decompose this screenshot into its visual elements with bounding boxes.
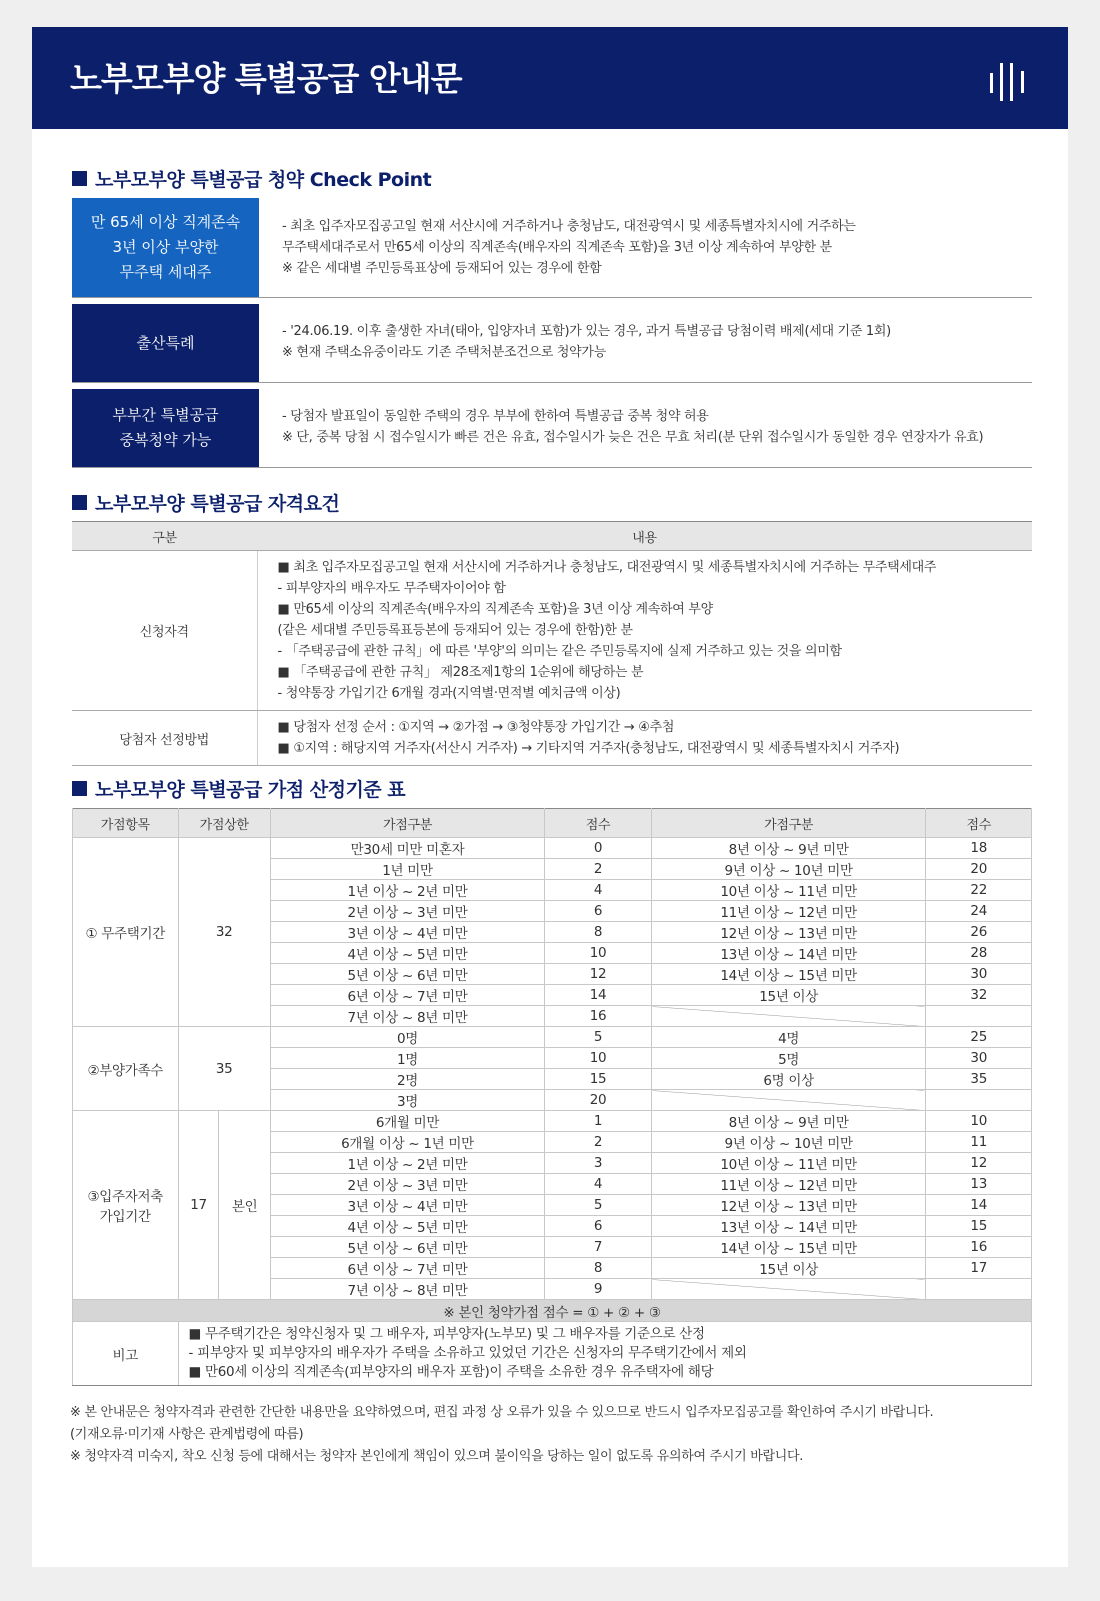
score-value: 17 (926, 1258, 1032, 1279)
checkpoint-label: 부부간 특별공급 중복청약 가능 (72, 389, 259, 467)
score-criterion: 1년 이상 ~ 2년 미만 (270, 880, 545, 901)
score-value: 11 (926, 1132, 1032, 1153)
score-formula: ※ 본인 청약가점 점수 = ① + ② + ③ (73, 1300, 1032, 1322)
footer-notes: ※ 본 안내문은 청약자격과 관련한 간단한 내용만을 요약하였으며, 편집 과정 상 오류가 있을 수 있으므로 반드시 입주자모집공고를 확인하여 주시기 바랍니다. (기재오류·미기재 사항은 관계법령에 따름) ※ 청약자격 미숙지, 착오 신청 등에 대해서는 청약자 본인에게 책임이 있으며 불이익을 당하는 일이 없도록 유의하여 주시기 바랍니다. (70, 1405, 934, 1464)
score-value: 10 (545, 943, 652, 964)
score-criterion: 6명 이상 (651, 1069, 926, 1090)
score-value: 30 (926, 964, 1032, 985)
document-page (32, 27, 1068, 1567)
header-bar (32, 27, 1068, 129)
score-criterion: 6년 이상 ~ 7년 미만 (270, 1258, 545, 1279)
row-label: 당첨자 선정방법 (72, 711, 257, 766)
points-table (72, 808, 1032, 1386)
score-value: 25 (926, 1027, 1032, 1048)
score-criterion: 8년 이상 ~ 9년 미만 (651, 1111, 926, 1132)
table-row (72, 551, 1032, 711)
score-value: 18 (926, 838, 1032, 859)
score-value: 5 (545, 1027, 652, 1048)
checkpoint-text: - 최초 입주자모집공고일 현재 서산시에 거주하거나 충청남도, 대전광역시 및 세종특별자치시에 거주하는 무주택세대주로서 만65세 이상의 직계존속(배우자의 직계존속 포함)을 3년 이상 계속하여 부양한 분 ※ 같은 세대별 주민등록표상에 등재되어 있는 경우에 한함 (282, 219, 856, 276)
empty-cell (926, 1090, 1032, 1111)
checkpoint-row (72, 198, 1032, 298)
score-value: 35 (926, 1069, 1032, 1090)
score-value: 16 (545, 1006, 652, 1027)
score-criterion: 12년 이상 ~ 13년 미만 (651, 1195, 926, 1216)
score-criterion: 1년 미만 (270, 859, 545, 880)
table-row (73, 838, 1032, 859)
row-content: ■ 최초 입주자모집공고일 현재 서산시에 거주하거나 충청남도, 대전광역시 및 세종특별자치시에 거주하는 무주택세대주 - 피부양자의 배우자도 무주택자이어야 함 ■ 만65세 이상의 직계존속(배우자의 직계존속 포함)을 3년 이상 계속하여 부양 (같은 세대별 주민등록표등본에 등재되어 있는 경우에 한함)한 분 - 「주택공급에 관한 규칙」에 따른 '부양'의 의미는 같은 주민등록지에 실제 거주하고 있는 것을 의미함 ■ 「주택공급에 관한 규칙」 제28조제1항의 1순위에 해당하는 분 - 청약통장 가입기간 6개월 경과(지역별·면적별 예치금액 이상) (257, 551, 1032, 711)
table-row (73, 1027, 1032, 1048)
score-max: 32 (178, 838, 270, 1027)
table-header-row (73, 809, 1032, 838)
score-criterion: 3년 이상 ~ 4년 미만 (270, 1195, 545, 1216)
score-item: ③입주자저축 가입기간 (73, 1111, 179, 1300)
score-criterion: 11년 이상 ~ 12년 미만 (651, 901, 926, 922)
remark-label: 비고 (73, 1322, 179, 1386)
score-value: 8 (545, 922, 652, 943)
square-bullet-icon (72, 781, 87, 796)
score-value: 2 (545, 1132, 652, 1153)
column-header: 구분 (72, 522, 257, 551)
score-value: 14 (545, 985, 652, 1006)
score-value: 1 (545, 1111, 652, 1132)
score-max: 35 (178, 1027, 270, 1111)
remark-content: ■ 무주택기간은 청약신청자 및 그 배우자, 피부양자(노부모) 및 그 배우자를 기준으로 산정 - 피부양자 및 피부양자의 배우자가 주택을 소유하고 있었던 기간은 신청자의 무주택기간에서 제외 ■ 만60세 이상의 직계존속(피부양자의 배우자 포함)이 주택을 소유한 경우 유주택자에 해당 (178, 1322, 1031, 1386)
column-header: 가점상한 (178, 809, 270, 838)
score-value: 6 (545, 901, 652, 922)
score-value: 2 (545, 859, 652, 880)
score-value: 13 (926, 1174, 1032, 1195)
score-criterion: 14년 이상 ~ 15년 미만 (651, 964, 926, 985)
score-criterion: 5명 (651, 1048, 926, 1069)
score-value: 28 (926, 943, 1032, 964)
score-criterion: 4년 이상 ~ 5년 미만 (270, 1216, 545, 1237)
score-criterion: 만30세 미만 미혼자 (270, 838, 545, 859)
empty-cell (926, 1006, 1032, 1027)
score-criterion: 13년 이상 ~ 14년 미만 (651, 943, 926, 964)
remark-row (73, 1322, 1032, 1386)
score-value: 15 (926, 1216, 1032, 1237)
checkpoint-section-title: 노부모부양 특별공급 청약 Check Point (72, 165, 431, 192)
score-criterion: 15년 이상 (651, 985, 926, 1006)
score-max: 17 (178, 1111, 219, 1300)
empty-cell (651, 1006, 926, 1027)
row-content: ■ 당첨자 선정 순서 : ①지역 → ②가점 → ③청약통장 가입기간 → ④추첨 ■ ①지역 : 해당지역 거주자(서산시 거주자) → 기타지역 거주자(충청남도, 대전광역시 및 세종특별자치시 거주자) (257, 711, 1032, 766)
score-value: 26 (926, 922, 1032, 943)
checkpoint-row (72, 389, 1032, 468)
score-criterion: 11년 이상 ~ 12년 미만 (651, 1174, 926, 1195)
score-criterion: 9년 이상 ~ 10년 미만 (651, 859, 926, 880)
square-bullet-icon (72, 495, 87, 510)
score-value: 3 (545, 1153, 652, 1174)
checkpoint-row (72, 304, 1032, 383)
score-value: 16 (926, 1237, 1032, 1258)
score-criterion: 2년 이상 ~ 3년 미만 (270, 1174, 545, 1195)
points-section-title: 노부모부양 특별공급 가점 산정기준 표 (72, 775, 405, 802)
score-criterion: 2명 (270, 1069, 545, 1090)
row-label: 신청자격 (72, 551, 257, 711)
column-header: 가점구분 (651, 809, 926, 838)
score-criterion: 14년 이상 ~ 15년 미만 (651, 1237, 926, 1258)
qualification-section-title: 노부모부양 특별공급 자격요건 (72, 489, 339, 516)
score-criterion: 13년 이상 ~ 14년 미만 (651, 1216, 926, 1237)
empty-cell (926, 1279, 1032, 1300)
score-criterion: 5년 이상 ~ 6년 미만 (270, 1237, 545, 1258)
score-value: 20 (545, 1090, 652, 1111)
score-value: 5 (545, 1195, 652, 1216)
score-criterion: 5년 이상 ~ 6년 미만 (270, 964, 545, 985)
score-item: ②부양가족수 (73, 1027, 179, 1111)
column-header: 가점항목 (73, 809, 179, 838)
score-value: 12 (926, 1153, 1032, 1174)
score-criterion: 3년 이상 ~ 4년 미만 (270, 922, 545, 943)
score-criterion: 0명 (270, 1027, 545, 1048)
table-row (73, 1111, 1032, 1132)
score-criterion: 10년 이상 ~ 11년 미만 (651, 1153, 926, 1174)
brand-bars-icon (988, 61, 1030, 101)
score-criterion: 6개월 이상 ~ 1년 미만 (270, 1132, 545, 1153)
column-header: 가점구분 (270, 809, 545, 838)
score-criterion: 9년 이상 ~ 10년 미만 (651, 1132, 926, 1153)
checkpoint-text: - '24.06.19. 이후 출생한 자녀(태아, 입양자녀 포함)가 있는 경우, 과거 특별공급 당첨이력 배제(세대 기준 1회) ※ 현재 주택소유중이라도 기존 주택처분조건으로 청약가능 (282, 324, 891, 360)
score-sub-category: 본인 (219, 1111, 270, 1300)
empty-cell (651, 1090, 926, 1111)
score-item: ① 무주택기간 (73, 838, 179, 1027)
score-value: 7 (545, 1237, 652, 1258)
score-value: 9 (545, 1279, 652, 1300)
qualification-table (72, 521, 1032, 766)
score-criterion: 10년 이상 ~ 11년 미만 (651, 880, 926, 901)
checkpoint-label: 출산특례 (72, 304, 259, 382)
table-row (72, 711, 1032, 766)
score-value: 24 (926, 901, 1032, 922)
column-header: 내용 (257, 522, 1032, 551)
score-criterion: 6년 이상 ~ 7년 미만 (270, 985, 545, 1006)
score-value: 15 (545, 1069, 652, 1090)
empty-cell (651, 1279, 926, 1300)
column-header: 점수 (545, 809, 652, 838)
score-value: 12 (545, 964, 652, 985)
score-value: 30 (926, 1048, 1032, 1069)
score-criterion: 8년 이상 ~ 9년 미만 (651, 838, 926, 859)
score-value: 32 (926, 985, 1032, 1006)
score-criterion: 3명 (270, 1090, 545, 1111)
score-value: 8 (545, 1258, 652, 1279)
score-value: 14 (926, 1195, 1032, 1216)
page-title: 노부모부양 특별공급 안내문 (70, 59, 462, 98)
score-value: 10 (545, 1048, 652, 1069)
score-criterion: 2년 이상 ~ 3년 미만 (270, 901, 545, 922)
score-criterion: 1명 (270, 1048, 545, 1069)
score-criterion: 6개월 미만 (270, 1111, 545, 1132)
checkpoint-label: 만 65세 이상 직계존속 3년 이상 부양한 무주택 세대주 (72, 198, 259, 297)
score-value: 6 (545, 1216, 652, 1237)
table-header-row (72, 522, 1032, 551)
sum-row (73, 1300, 1032, 1322)
score-value: 10 (926, 1111, 1032, 1132)
score-value: 4 (545, 880, 652, 901)
score-value: 4 (545, 1174, 652, 1195)
score-value: 22 (926, 880, 1032, 901)
score-criterion: 7년 이상 ~ 8년 미만 (270, 1279, 545, 1300)
score-criterion: 4년 이상 ~ 5년 미만 (270, 943, 545, 964)
column-header: 점수 (926, 809, 1032, 838)
score-criterion: 12년 이상 ~ 13년 미만 (651, 922, 926, 943)
score-criterion: 1년 이상 ~ 2년 미만 (270, 1153, 545, 1174)
score-value: 20 (926, 859, 1032, 880)
square-bullet-icon (72, 171, 87, 186)
score-criterion: 7년 이상 ~ 8년 미만 (270, 1006, 545, 1027)
checkpoint-text: - 당첨자 발표일이 동일한 주택의 경우 부부에 한하여 특별공급 중복 청약 허용 ※ 단, 중복 당첨 시 접수일시가 빠른 건은 유효, 접수일시가 늦은 건은 무효 처리(분 단위 접수일시가 동일한 경우 연장자가 유효) (282, 409, 984, 445)
score-criterion: 4명 (651, 1027, 926, 1048)
score-criterion: 15년 이상 (651, 1258, 926, 1279)
score-value: 0 (545, 838, 652, 859)
